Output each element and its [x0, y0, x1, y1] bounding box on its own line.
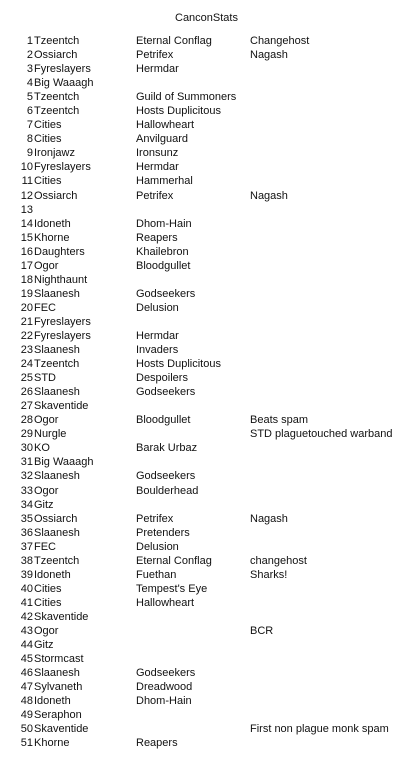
list-item [0, 441, 413, 455]
army-name: Khorne [34, 737, 70, 750]
list-item [0, 624, 413, 638]
army-name: Cities [34, 582, 62, 595]
row-number: 4 [26, 77, 33, 90]
list-item [0, 329, 413, 343]
list-item [0, 385, 413, 399]
subfaction-name: Hallowheart [136, 596, 195, 609]
row-number: 8 [26, 133, 33, 146]
army-name: Seraphon [34, 709, 82, 722]
list-item [0, 469, 413, 483]
list-item [0, 34, 413, 48]
army-name: FEC [34, 301, 56, 314]
subfaction-name: Dreadwood [136, 681, 193, 694]
subfaction-name: Hosts Duplicitous [136, 358, 221, 371]
subfaction-name: Eternal Conflag [136, 554, 212, 567]
army-name: Ironjawz [34, 147, 75, 160]
row-number: 5 [26, 91, 33, 104]
row-number: 48 [20, 695, 33, 708]
row-number: 44 [20, 639, 33, 652]
subfaction-name: Hallowheart [136, 119, 195, 132]
list-item [0, 48, 413, 62]
row-number: 31 [20, 456, 33, 469]
list-item [0, 231, 413, 245]
subfaction-name: Petrifex [136, 49, 174, 62]
row-number: 35 [20, 512, 33, 525]
army-name: Slaanesh [34, 344, 80, 357]
row-number: 24 [20, 358, 33, 371]
list-item [0, 638, 413, 652]
row-number: 37 [20, 540, 33, 553]
subfaction-name: Reapers [136, 737, 178, 750]
subfaction-name: Hammerhal [136, 175, 193, 188]
row-number: 38 [20, 554, 33, 567]
list-item [0, 146, 413, 160]
army-name: Ogor [34, 414, 59, 427]
army-name: Nighthaunt [34, 273, 88, 286]
army-name: Fyreslayers [34, 329, 91, 342]
subfaction-name: Godseekers [136, 287, 196, 300]
subfaction-name: Delusion [136, 540, 179, 553]
row-number: 12 [20, 189, 33, 202]
row-number: 7 [26, 119, 33, 132]
row-number: 6 [26, 105, 33, 118]
row-number: 47 [20, 681, 33, 694]
subfaction-name: Godseekers [136, 386, 196, 399]
row-note: First non plague monk spam [250, 723, 389, 736]
army-name: Slaanesh [34, 386, 80, 399]
army-name: Slaanesh [34, 667, 80, 680]
subfaction-name: Reapers [136, 231, 178, 244]
list-item [0, 568, 413, 582]
row-number: 25 [20, 372, 33, 385]
army-name: Stormcast [34, 653, 84, 666]
subfaction-name: Bloodgullet [136, 259, 191, 272]
list-item [0, 413, 413, 427]
army-name: Tzeentch [34, 35, 80, 47]
subfaction-name: Hosts Duplicitous [136, 105, 221, 118]
row-number: 21 [20, 315, 33, 328]
subfaction-name: Fuethan [136, 568, 177, 581]
subfaction-name: Hermdar [136, 329, 179, 342]
row-note: BCR [250, 624, 274, 637]
army-name: Skaventide [34, 723, 89, 736]
row-number: 15 [20, 231, 33, 244]
row-number: 22 [20, 329, 33, 342]
row-number: 9 [26, 147, 33, 160]
list-item [0, 526, 413, 540]
row-number: 36 [20, 526, 33, 539]
army-name: Gitz [34, 639, 54, 652]
army-name: STD [34, 372, 56, 385]
list-item [0, 596, 413, 610]
army-name: Cities [34, 133, 62, 146]
row-number: 46 [20, 667, 33, 680]
army-name: Skaventide [34, 610, 89, 623]
subfaction-name: Dhom-Hain [136, 217, 192, 230]
army-name: Slaanesh [34, 470, 80, 483]
list-item [0, 610, 413, 624]
row-number: 51 [20, 737, 33, 750]
army-name: Tzeentch [34, 105, 80, 118]
subfaction-name: Pretenders [136, 526, 190, 539]
row-note: Beats spam [250, 414, 309, 427]
row-number: 49 [20, 709, 33, 722]
list-item [0, 498, 413, 512]
subfaction-name: Bloodgullet [136, 414, 191, 427]
army-name: Daughters [34, 245, 85, 258]
row-number: 28 [20, 414, 33, 427]
row-number: 29 [20, 428, 33, 441]
army-name: Slaanesh [34, 526, 80, 539]
subfaction-name: Petrifex [136, 512, 174, 525]
row-number: 20 [20, 301, 33, 314]
row-number: 43 [20, 624, 33, 637]
row-note: Nagash [250, 189, 288, 202]
row-number: 3 [26, 63, 33, 76]
list-item [0, 427, 413, 441]
list-item [0, 62, 413, 76]
army-name: Cities [34, 175, 62, 188]
row-number: 23 [20, 344, 33, 357]
list-item [0, 259, 413, 273]
list-item [0, 273, 413, 287]
list-item [0, 357, 413, 371]
subfaction-name: Godseekers [136, 667, 196, 680]
army-name: Nurgle [34, 428, 67, 441]
list-item [0, 189, 413, 203]
row-note: Changehost [250, 35, 310, 47]
row-number: 40 [20, 582, 33, 595]
row-number: 17 [20, 259, 33, 272]
army-name: Big Waaagh [34, 77, 94, 90]
army-name: Ogor [34, 484, 59, 497]
subfaction-name: Guild of Summoners [136, 91, 237, 104]
army-name: Idoneth [34, 695, 71, 708]
row-note: changehost [250, 554, 307, 567]
list-item [0, 104, 413, 118]
list-item [0, 301, 413, 315]
list-item [0, 455, 413, 469]
list-item [0, 315, 413, 329]
subfaction-name: Hermdar [136, 161, 179, 174]
row-number: 50 [20, 723, 33, 736]
list-item [0, 736, 413, 750]
page-title: CanconStats [175, 12, 238, 24]
army-name: Cities [34, 596, 62, 609]
list-item [0, 76, 413, 90]
army-name: Khorne [34, 231, 70, 244]
list-item [0, 343, 413, 357]
army-name: Big Waaagh [34, 456, 94, 469]
subfaction-name: Despoilers [136, 372, 188, 385]
list-item [0, 694, 413, 708]
row-number: 19 [20, 287, 33, 300]
row-number: 41 [20, 596, 33, 609]
list-item [0, 160, 413, 174]
row-number: 45 [20, 653, 33, 666]
row-number: 30 [20, 442, 33, 455]
row-number: 11 [21, 175, 33, 188]
row-number: 16 [20, 245, 33, 258]
row-number: 39 [20, 568, 33, 581]
list-item [0, 245, 413, 259]
subfaction-name: Boulderhead [136, 484, 199, 497]
list-item [0, 132, 413, 146]
army-name: Fyreslayers [34, 63, 91, 76]
list-item [0, 722, 413, 736]
subfaction-name: Tempest's Eye [136, 582, 208, 595]
list-item [0, 708, 413, 722]
army-name: Ogor [34, 259, 59, 272]
list-item [0, 484, 413, 498]
row-number: 2 [26, 49, 33, 62]
subfaction-name: Godseekers [136, 470, 196, 483]
army-name: Tzeentch [34, 554, 80, 567]
row-number: 13 [20, 203, 33, 216]
list-item [0, 287, 413, 301]
list-item [0, 540, 413, 554]
subfaction-name: Ironsunz [136, 147, 179, 160]
army-name: Slaanesh [34, 287, 80, 300]
army-name: Gitz [34, 498, 54, 511]
list-item [0, 680, 413, 694]
subfaction-name: Khailebron [136, 245, 189, 258]
army-name: KO [34, 442, 50, 455]
list-item [0, 174, 413, 188]
subfaction-name: Invaders [136, 344, 179, 357]
row-note: STD plaguetouched warband [250, 428, 393, 441]
row-number: 42 [20, 610, 33, 623]
army-name: Fyreslayers [34, 315, 91, 328]
subfaction-name: Petrifex [136, 189, 174, 202]
list-item [0, 203, 413, 217]
army-name: Tzeentch [34, 91, 80, 104]
list-item [0, 512, 413, 526]
list-item [0, 554, 413, 568]
army-name: Sylvaneth [34, 681, 83, 694]
army-name: Idoneth [34, 568, 71, 581]
row-number: 10 [20, 161, 33, 174]
row-number: 14 [20, 217, 33, 230]
row-number: 34 [20, 498, 33, 511]
list-item [0, 90, 413, 104]
row-note: Sharks! [250, 568, 288, 581]
army-name: Skaventide [34, 400, 89, 413]
list-item [0, 582, 413, 596]
list-item [0, 652, 413, 666]
row-note: Nagash [250, 512, 288, 525]
subfaction-name: Eternal Conflag [136, 35, 212, 47]
army-name: Idoneth [34, 217, 71, 230]
subfaction-name: Dhom-Hain [136, 695, 192, 708]
army-name: Cities [34, 119, 62, 132]
stats-list [0, 34, 413, 750]
row-number: 32 [20, 470, 33, 483]
army-name: Ossiarch [34, 189, 78, 202]
row-number: 26 [20, 386, 33, 399]
subfaction-name: Barak Urbaz [136, 442, 198, 455]
army-name: Tzeentch [34, 358, 80, 371]
army-name: Ossiarch [34, 49, 78, 62]
row-number: 18 [20, 273, 33, 286]
row-number: 33 [20, 484, 33, 497]
row-number: 1 [26, 35, 33, 47]
subfaction-name: Delusion [136, 301, 179, 314]
row-note: Nagash [250, 49, 288, 62]
subfaction-name: Anvilguard [136, 133, 188, 146]
army-name: Ogor [34, 624, 59, 637]
subfaction-name: Hermdar [136, 63, 179, 76]
list-item [0, 217, 413, 231]
army-name: FEC [34, 540, 56, 553]
row-number: 27 [20, 400, 33, 413]
list-item [0, 666, 413, 680]
army-name: Fyreslayers [34, 161, 91, 174]
army-name: Ossiarch [34, 512, 78, 525]
list-item [0, 118, 413, 132]
list-item [0, 371, 413, 385]
list-item [0, 399, 413, 413]
